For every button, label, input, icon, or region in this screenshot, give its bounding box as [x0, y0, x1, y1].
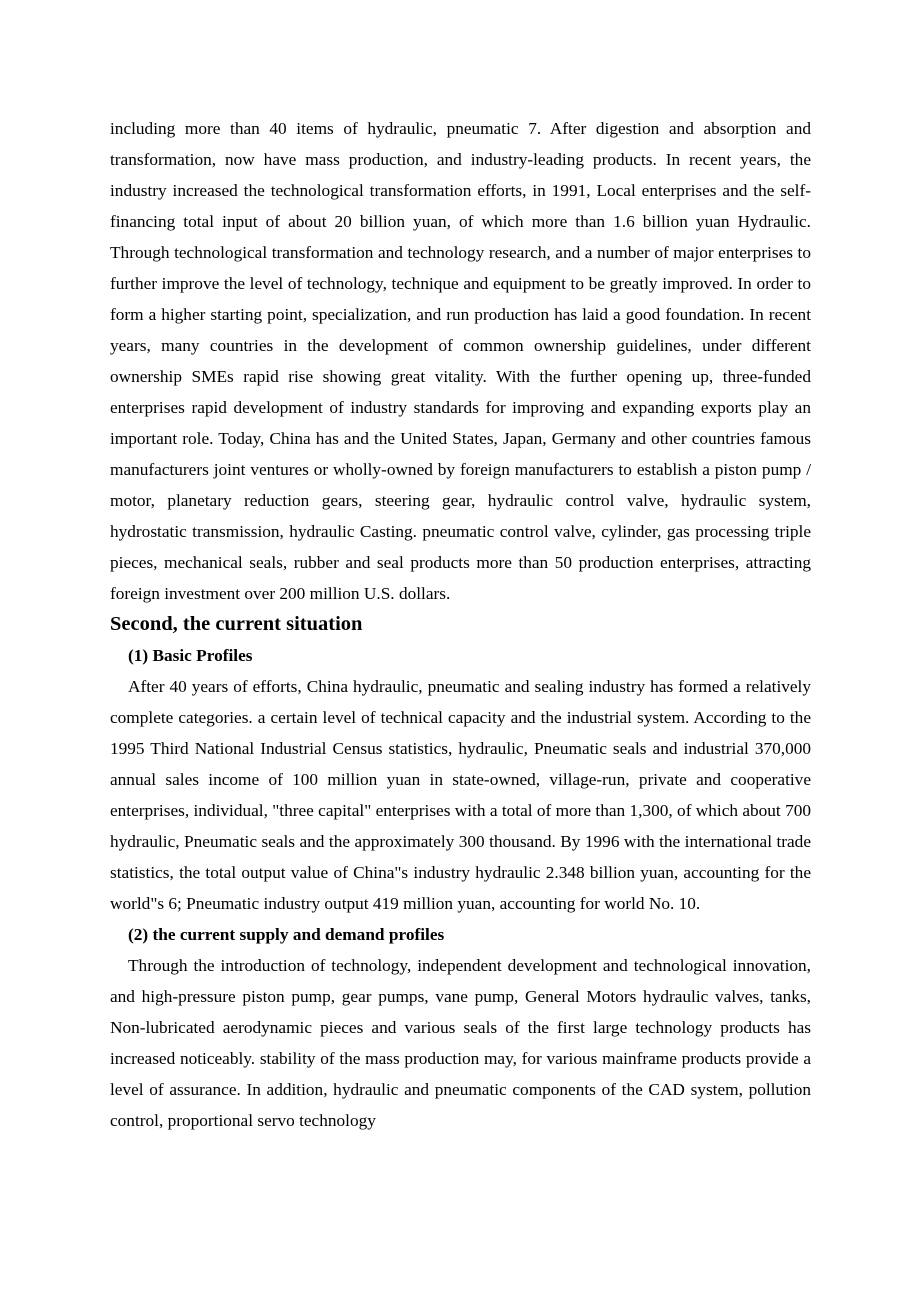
section-heading: Second, the current situation	[110, 613, 363, 635]
body-paragraph-intro: including more than 40 items of hydraulic, pneumatic 7. After digestion and absorption and transformation, now have mass production, and industry-leading products. In recent years, the industry increased the technological transformation efforts, in 1991, Local enterprises and the self-financing total input of about 20 billion yuan, of which more than 1.6 billion yuan Hydraulic. Through technological transformation and technology research, and a number of major enterprises to further improve the level of technology, technique and equipment to be greatly improved. In order to form a higher starting point, specialization, and run production has laid a good foundation. In recent years, many countries in the development of common ownership guidelines, under different ownership SMEs rapid rise showing great vitality. With the further opening up, three-funded enterprises rapid development of industry standards for improving and expanding exports play an important role. Today, China has and the United States, Japan, Germany and other countries famous manufacturers joint ventures or wholly-owned by foreign manufacturers to establish a piston pump / motor, planetary reduction gears, steering gear, hydraulic control valve, hydraulic system, hydrostatic transmission, hydraulic Casting. pneumatic control valve, cylinder, gas processing triple pieces, mechanical seals, rubber and seal products more than 50 production enterprises, attracting foreign investment over 200 million U.S. dollars.	[110, 119, 811, 603]
body-paragraph-basic-profiles: After 40 years of efforts, China hydraulic, pneumatic and sealing industry has formed a relatively complete categories. a certain level of technical capacity and the industrial system. According to the 1995 Third National Industrial Census statistics, hydraulic, Pneumatic seals and industrial 370,000 annual sales income of 100 million yuan in state-owned, village-run, private and cooperative enterprises, individual, "three capital" enterprises with a total of more than 1,300, of which about 700 hydraulic, Pneumatic seals and the approximately 300 thousand. By 1996 with the international trade statistics, the total output value of China"s industry hydraulic 2.348 billion yuan, accounting for the world"s 6; Pneumatic industry output 419 million yuan, accounting for world No. 10.	[110, 677, 811, 913]
body-paragraph-supply-demand: Through the introduction of technology, independent development and technological innovation, and high-pressure piston pump, gear pumps, vane pump, General Motors hydraulic valves, tanks, Non-lubricated aerodynamic pieces and various seals of the first large technology products has increased noticeably. stability of the mass production may, for various mainframe products provide a level of assurance. In addition, hydraulic and pneumatic components of the CAD system, pollution control, proportional servo technology	[110, 956, 811, 1130]
subheading-basic-profiles: (1) Basic Profiles	[128, 646, 253, 665]
document-page	[110, 113, 811, 1136]
subheading-supply-demand: (2) the current supply and demand profiles	[128, 925, 445, 944]
